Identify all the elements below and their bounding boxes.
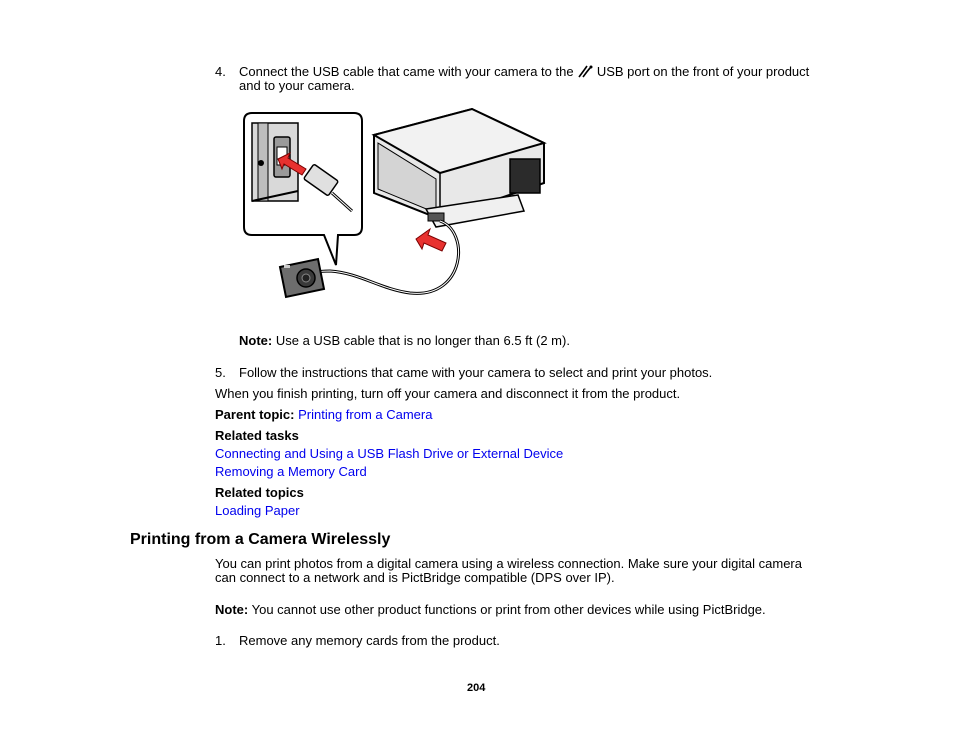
note-label: Note: bbox=[215, 602, 249, 617]
related-topics-heading: Related topics bbox=[215, 485, 304, 500]
note-text: Use a USB cable that is no longer than 6.5 ft (2 m). bbox=[275, 333, 570, 348]
section-step-1-text: Remove any memory cards from the product. bbox=[239, 633, 500, 648]
section-intro-line2: can connect to a network and is PictBridge compatible (DPS over IP). bbox=[215, 570, 615, 585]
note-label: Note: bbox=[239, 333, 273, 348]
related-task-link-usb-device[interactable]: Connecting and Using a USB Flash Drive or External Device bbox=[215, 446, 564, 461]
step-4-text-before: Connect the USB cable that came with your camera to the bbox=[239, 64, 574, 79]
related-topic-link-loading-paper[interactable]: Loading Paper bbox=[215, 503, 300, 518]
note-pictbridge bbox=[215, 602, 766, 617]
printer-drawing bbox=[374, 109, 544, 227]
finish-text: When you finish printing, turn off your camera and disconnect it from the product. bbox=[215, 386, 681, 401]
step-4-line2: and to your camera. bbox=[239, 78, 355, 93]
step-5-number: 5. bbox=[215, 365, 226, 380]
section-step-1-number: 1. bbox=[215, 633, 226, 648]
parent-topic bbox=[215, 407, 432, 422]
usb-connection-illustration bbox=[240, 103, 552, 303]
section-title: Printing from a Camera Wirelessly bbox=[130, 531, 391, 548]
parent-topic-label: Parent topic: bbox=[215, 407, 295, 422]
camera-drawing bbox=[280, 259, 324, 297]
insert-arrow-printer bbox=[416, 229, 446, 251]
usb-port-icon bbox=[577, 65, 593, 78]
step-4-line1 bbox=[239, 64, 809, 79]
note-usb-length bbox=[239, 333, 570, 348]
step-5-text: Follow the instructions that came with your camera to select and print your photos. bbox=[239, 365, 713, 380]
step-4-text-after: USB port on the front of your product bbox=[596, 64, 810, 79]
related-task-link-memory-card[interactable]: Removing a Memory Card bbox=[215, 464, 367, 479]
section-intro-line1: You can print photos from a digital camera using a wireless connection. Make sure your digital camera bbox=[215, 556, 802, 571]
parent-topic-link[interactable]: Printing from a Camera bbox=[298, 407, 433, 422]
related-tasks-heading: Related tasks bbox=[215, 428, 299, 443]
note-text: You cannot use other product functions or print from other devices while using PictBridge. bbox=[251, 602, 766, 617]
page-number: 204 bbox=[467, 682, 486, 694]
step-4-number: 4. bbox=[215, 64, 226, 79]
